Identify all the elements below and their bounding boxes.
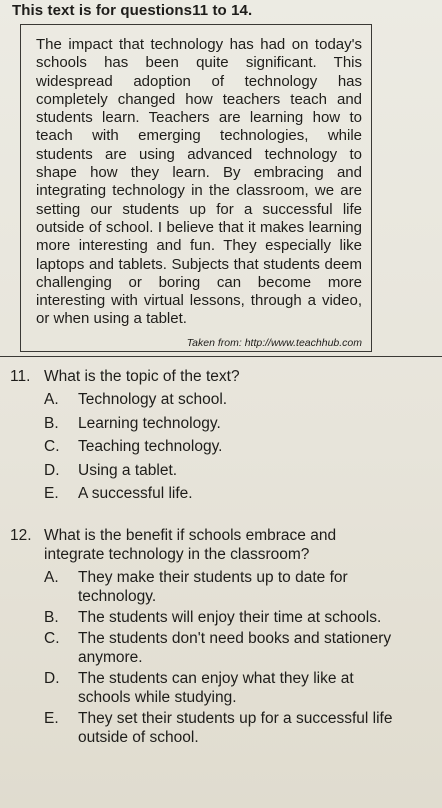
option-text: A successful life. [78, 485, 193, 502]
option-text: They make their students up to date for technology. [78, 569, 348, 605]
option-a[interactable] [44, 390, 395, 414]
question-11 [10, 367, 395, 508]
option-b[interactable] [44, 414, 395, 438]
option-letter: B. [44, 609, 59, 626]
option-letter: D. [44, 461, 60, 479]
question-text: What is the topic of the text? [44, 368, 240, 385]
option-c[interactable] [44, 629, 395, 667]
option-letter: E. [44, 485, 59, 502]
option-text: Teaching technology. [78, 438, 223, 455]
question-text: What is the benefit if schools embrace and integrate technology in the classroom? [44, 527, 337, 563]
option-text: Learning technology. [78, 414, 221, 432]
option-letter: A. [44, 569, 59, 586]
option-e[interactable] [44, 484, 395, 508]
option-text: They set their students up for a successful life outside of school. [78, 710, 393, 746]
passage-source: Taken from: http://www.teachhub.com [186, 337, 362, 349]
answer-options [10, 568, 395, 747]
option-d[interactable] [44, 669, 395, 707]
option-text: Technology at school. [78, 391, 228, 408]
option-c[interactable] [44, 437, 395, 461]
question-12 [10, 526, 395, 749]
option-text: The students can enjoy what they like at schools while studying. [78, 670, 354, 706]
question-number: 11. [10, 368, 31, 385]
option-letter: D. [44, 670, 60, 687]
option-letter: E. [44, 710, 59, 727]
option-e[interactable] [44, 709, 395, 747]
passage-text: The impact that technology has had on today's schools has been quite significant. This widespread adoption of technology has completely changed how teachers teach and students learn. Teachers are learning how to teach with emerging technologies, while students are using advanced technology to shape how they learn. By embracing and integrating technology in the classroom, we are setting our students up for a successful life outside of school. I believe that it makes learning more interesting and fun. They especially like laptops and tablets. Subjects that students deem challenging or boring can become more interesting with virtual lessons, through a video, or when using a tablet. [36, 36, 362, 328]
option-letter: A. [44, 391, 59, 408]
option-text: The students don't need books and stationery anymore. [78, 630, 392, 666]
option-letter: B. [44, 414, 59, 432]
answer-options [10, 390, 395, 508]
option-text: Using a tablet. [78, 461, 178, 479]
section-header: This text is for questions11 to 14. [12, 2, 253, 19]
option-letter: C. [44, 438, 60, 455]
question-number: 12. [10, 527, 32, 544]
option-d[interactable] [44, 461, 395, 485]
option-letter: C. [44, 630, 60, 647]
section-divider [0, 356, 442, 357]
option-a[interactable] [44, 568, 395, 606]
option-text: The students will enjoy their time at schools. [78, 609, 382, 626]
option-b[interactable] [44, 608, 395, 627]
